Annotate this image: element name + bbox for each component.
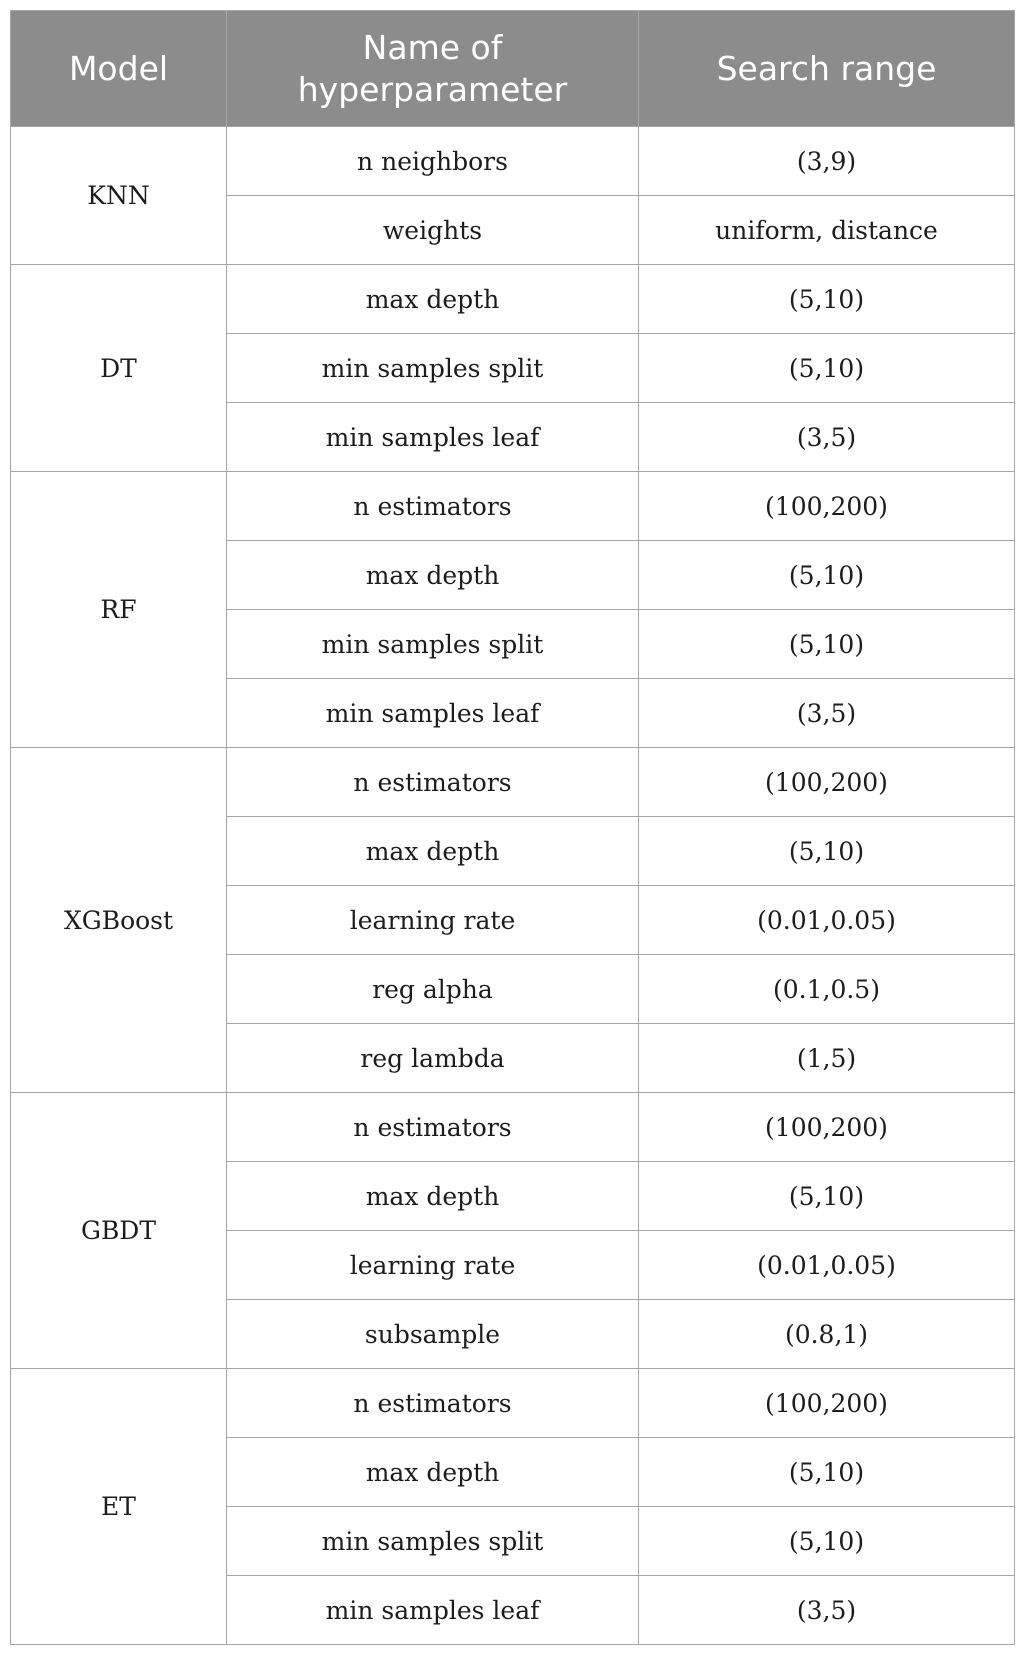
search-range-cell: (5,10) [639,541,1015,610]
search-range-cell: uniform, distance [639,196,1015,265]
table-row [11,748,1015,817]
search-range-cell: (5,10) [639,334,1015,403]
hyperparameter-name-cell: min samples split [227,610,639,679]
hyperparameter-name-cell: max depth [227,541,639,610]
search-range-cell: (3,5) [639,1576,1015,1645]
search-range-cell: (100,200) [639,1093,1015,1162]
table-row [11,265,1015,334]
hyperparameter-name-cell: min samples leaf [227,1576,639,1645]
hyperparameter-name-cell: n estimators [227,472,639,541]
search-range-cell: (100,200) [639,748,1015,817]
hyperparameter-name-cell: subsample [227,1300,639,1369]
search-range-cell: (5,10) [639,265,1015,334]
search-range-cell: (0.01,0.05) [639,1231,1015,1300]
hyperparameter-name-cell: max depth [227,1438,639,1507]
hyperparameter-name-cell: n estimators [227,1369,639,1438]
hyperparameter-table-container [10,10,1014,1645]
hyperparameter-name-cell: reg lambda [227,1024,639,1093]
hyperparameter-name-cell: learning rate [227,886,639,955]
hyperparameter-name-cell: n neighbors [227,127,639,196]
hyperparameter-name-cell: learning rate [227,1231,639,1300]
search-range-cell: (0.8,1) [639,1300,1015,1369]
hyperparameter-name-cell: reg alpha [227,955,639,1024]
hyperparameter-name-cell: max depth [227,817,639,886]
header-model: Model [11,11,227,127]
search-range-cell: (5,10) [639,817,1015,886]
search-range-cell: (0.01,0.05) [639,886,1015,955]
hyperparameter-name-cell: weights [227,196,639,265]
hyperparameter-name-cell: max depth [227,265,639,334]
table-row [11,1093,1015,1162]
search-range-cell: (100,200) [639,472,1015,541]
search-range-cell: (3,5) [639,679,1015,748]
hyperparameter-name-cell: n estimators [227,1093,639,1162]
table-header [11,11,1015,127]
table-row [11,472,1015,541]
model-cell: DT [11,265,227,472]
hyperparameter-table [10,10,1015,1645]
search-range-cell: (0.1,0.5) [639,955,1015,1024]
hyperparameter-name-cell: min samples leaf [227,679,639,748]
model-cell: GBDT [11,1093,227,1369]
search-range-cell: (3,9) [639,127,1015,196]
header-search-range: Search range [639,11,1015,127]
header-row [11,11,1015,127]
model-cell: XGBoost [11,748,227,1093]
model-cell: RF [11,472,227,748]
search-range-cell: (5,10) [639,1162,1015,1231]
hyperparameter-name-cell: n estimators [227,748,639,817]
hyperparameter-name-cell: max depth [227,1162,639,1231]
hyperparameter-name-cell: min samples split [227,334,639,403]
search-range-cell: (5,10) [639,610,1015,679]
hyperparameter-name-cell: min samples split [227,1507,639,1576]
search-range-cell: (5,10) [639,1507,1015,1576]
search-range-cell: (3,5) [639,403,1015,472]
table-row [11,1369,1015,1438]
model-cell: ET [11,1369,227,1645]
table-body [11,127,1015,1645]
search-range-cell: (5,10) [639,1438,1015,1507]
table-row [11,127,1015,196]
hyperparameter-name-cell: min samples leaf [227,403,639,472]
model-cell: KNN [11,127,227,265]
search-range-cell: (1,5) [639,1024,1015,1093]
header-hyperparameter-name: Name of hyperparameter [227,11,639,127]
search-range-cell: (100,200) [639,1369,1015,1438]
